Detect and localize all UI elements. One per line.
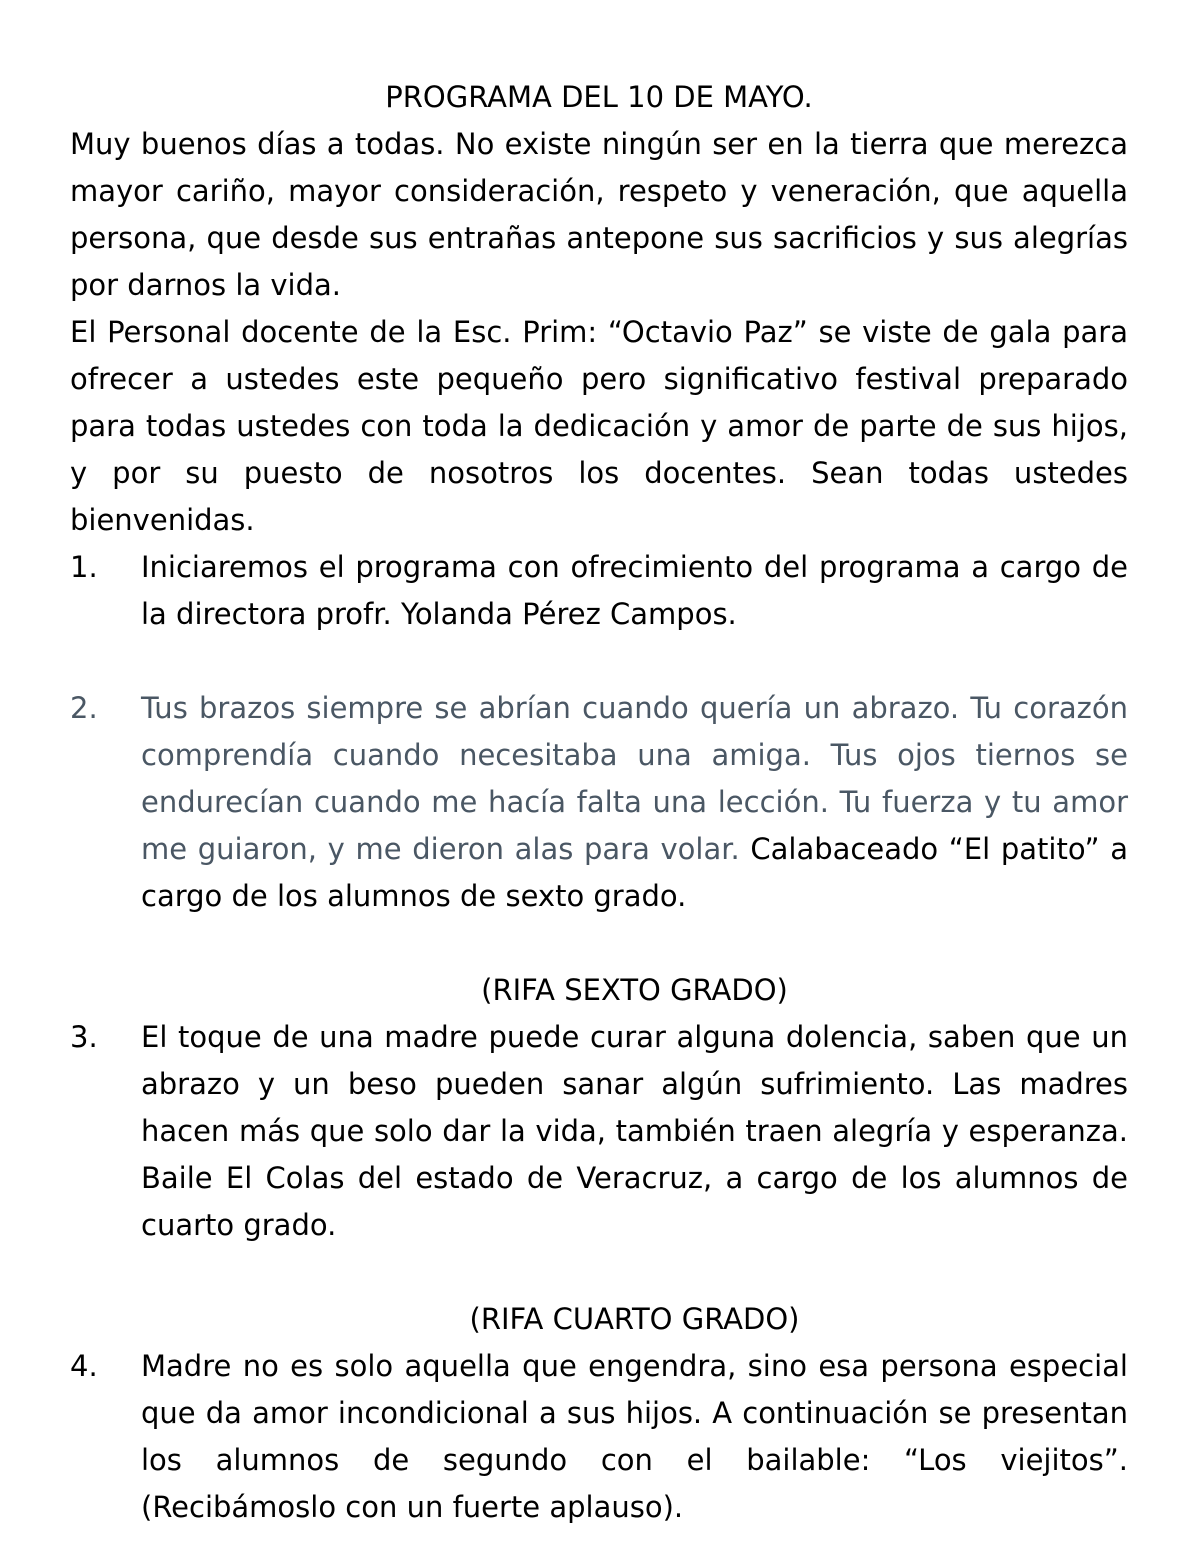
program-item-3 — [70, 1014, 1128, 1249]
document-page — [70, 74, 1128, 1531]
blank-line — [70, 1249, 1128, 1296]
item-number: 2. — [70, 691, 98, 725]
item-text: El toque de una madre puede curar alguna dolencia, saben que un abrazo y un beso pueden sanar algún sufrimiento. Las madres hacen más que solo dar la vida, también traen alegría y esperanza. Baile El Colas del estado de Veracruz, a cargo de los alumnos de cuarto grado. — [141, 1020, 1128, 1242]
item-number: 4. — [70, 1349, 98, 1383]
program-item-4 — [70, 1343, 1128, 1531]
intro-paragraph-2: El Personal docente de la Esc. Prim: “Octavio Paz” se viste de gala para ofrecer a ustedes este pequeño pero significativo festival preparado para todas ustedes con toda la dedicación y amor de parte de sus hijos, y por su puesto de nosotros los docentes. Sean todas ustedes bienvenidas. — [70, 315, 1128, 537]
item-number: 1. — [70, 550, 98, 584]
item-number: 3. — [70, 1020, 98, 1054]
document-title: PROGRAMA DEL 10 DE MAYO. — [385, 80, 813, 114]
rifa-heading-cuarto: (RIFA CUARTO GRADO) — [469, 1302, 800, 1336]
item-text-wrapper — [141, 685, 1128, 920]
intro-paragraph-1: Muy buenos días a todas. No existe ningún ser en la tierra que merezca mayor cariño, mayor consideración, respeto y veneración, que aquella persona, que desde sus entrañas antepone sus sacrificios y sus alegrías por darnos la vida. — [70, 127, 1128, 302]
item-text: Calabaceado “El patito” a cargo de los alumnos de sexto grado. — [141, 832, 1129, 913]
blank-line — [70, 920, 1128, 967]
item-text: Iniciaremos el programa con ofrecimiento del programa a cargo de la directora profr. Yolanda Pérez Campos. — [141, 550, 1128, 631]
program-item-2 — [70, 685, 1128, 920]
poem-text: Tus brazos siempre se abrían cuando quería un abrazo. Tu corazón comprendía cuando necesitaba una amiga. Tus ojos tiernos se endurecían cuando me hacía falta una lección. Tu fuerza y tu amor me guiaron, y me dieron alas para volar. — [141, 691, 1128, 866]
blank-line — [70, 638, 1128, 685]
item-text: Madre no es solo aquella que engendra, sino esa persona especial que da amor incondicional a sus hijos. A continuación se presentan los alumnos de segundo con el bailable: “Los viejitos”. (Recibámoslo con un fuerte aplauso). — [141, 1349, 1128, 1524]
program-item-1 — [70, 544, 1128, 638]
rifa-heading-sexto: (RIFA SEXTO GRADO) — [481, 973, 788, 1007]
